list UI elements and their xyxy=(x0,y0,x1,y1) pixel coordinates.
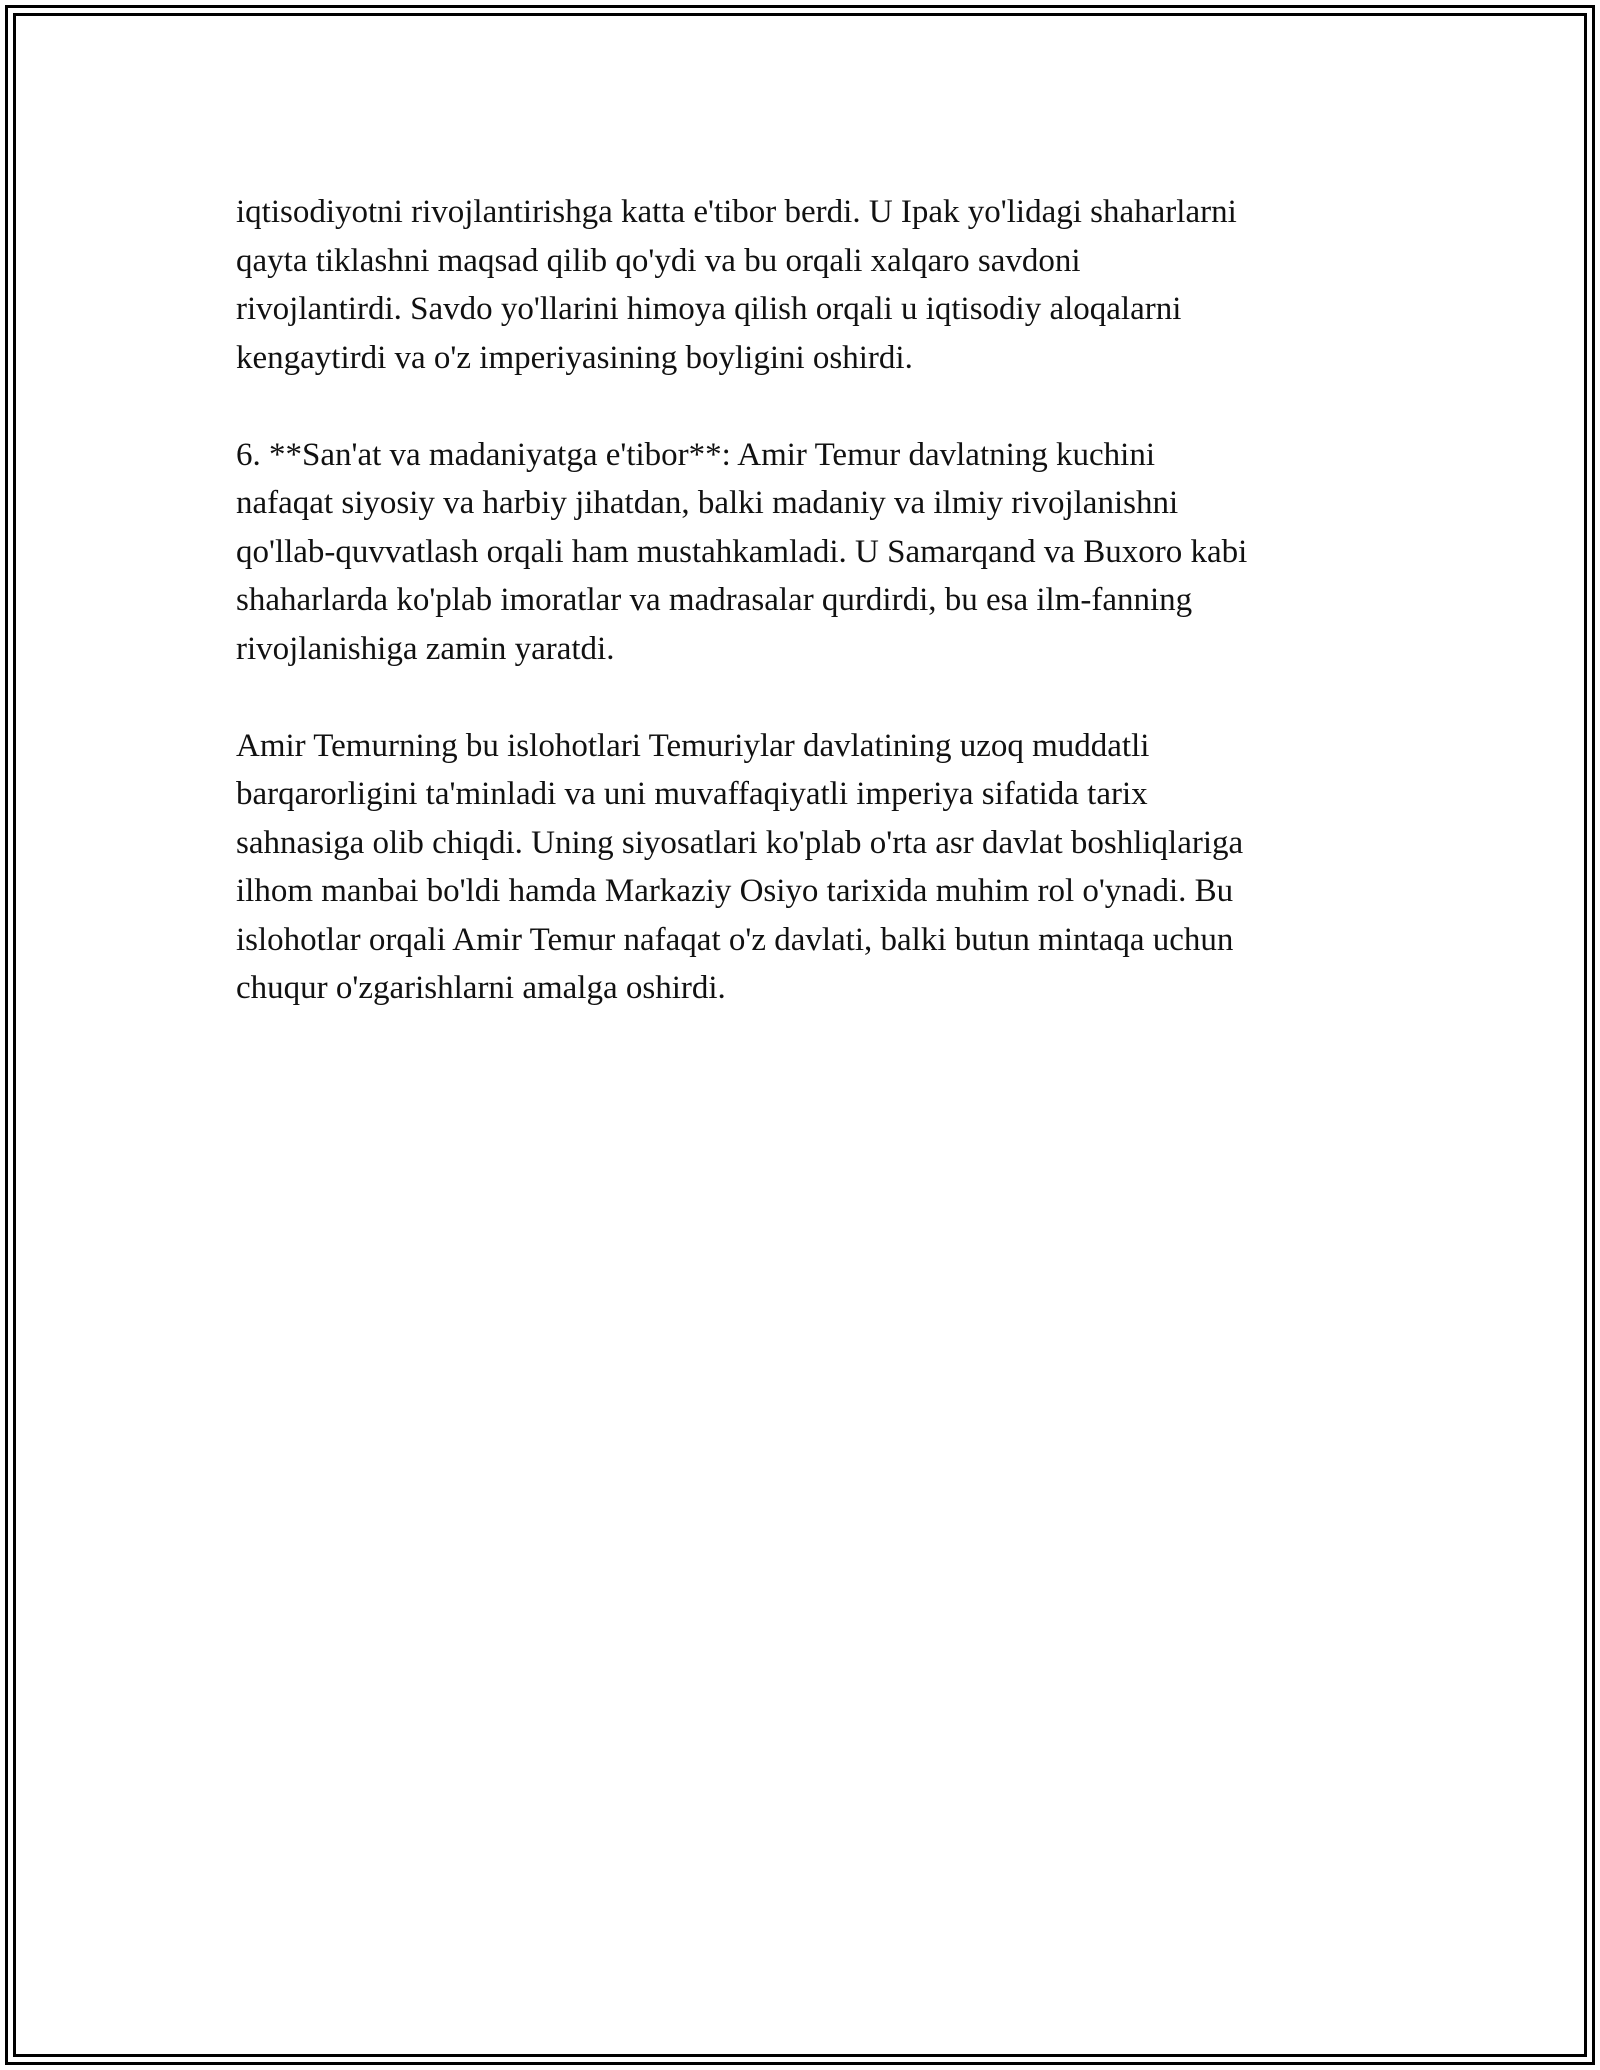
paragraph-art-and-culture: 6. **San'at va madaniyatga e'tibor**: Amir Temur davlatning kuchini nafaqat siyosiy va harbiy jihatdan, balki madaniy va ilmiy rivojlanishni qo'llab-quvvatlash orqali ham mustahkamladi. U Samarqand va Buxoro kabi shaharlarda ko'plab imoratlar va madrasalar qurdirdi, bu esa ilm-fanning rivojlanishiga zamin yaratdi. xyxy=(236,436,1248,667)
paragraph-conclusion: Amir Temurning bu islohotlari Temuriylar davlatining uzoq muddatli barqarorligini ta'minladi va uni muvaffaqiyatli imperiya sifatida tarix sahnasiga olib chiqdi. Uning siyosatlari ko'plab o'rta asr davlat boshliqlariga ilhom manbai bo'ldi hamda Markaziy Osiyo tarixida muhim rol o'ynadi. Bu islohotlar orqali Amir Temur nafaqat o'z davlati, balki butun mintaqa uchun chuqur o'zgarishlarni amalga oshirdi. xyxy=(236,727,1244,1006)
document-body xyxy=(236,188,1366,1061)
paragraph-economy: iqtisodiyotni rivojlantirishga katta e'tibor berdi. U Ipak yo'lidagi shaharlarni qayta tiklashni maqsad qilib qo'ydi va bu orqali xalqaro savdoni rivojlantirdi. Savdo yo'llarini himoya qilish orqali u iqtisodiy aloqalarni kengaytirdi va o'z imperiyasining boyligini oshirdi. xyxy=(236,194,1237,376)
